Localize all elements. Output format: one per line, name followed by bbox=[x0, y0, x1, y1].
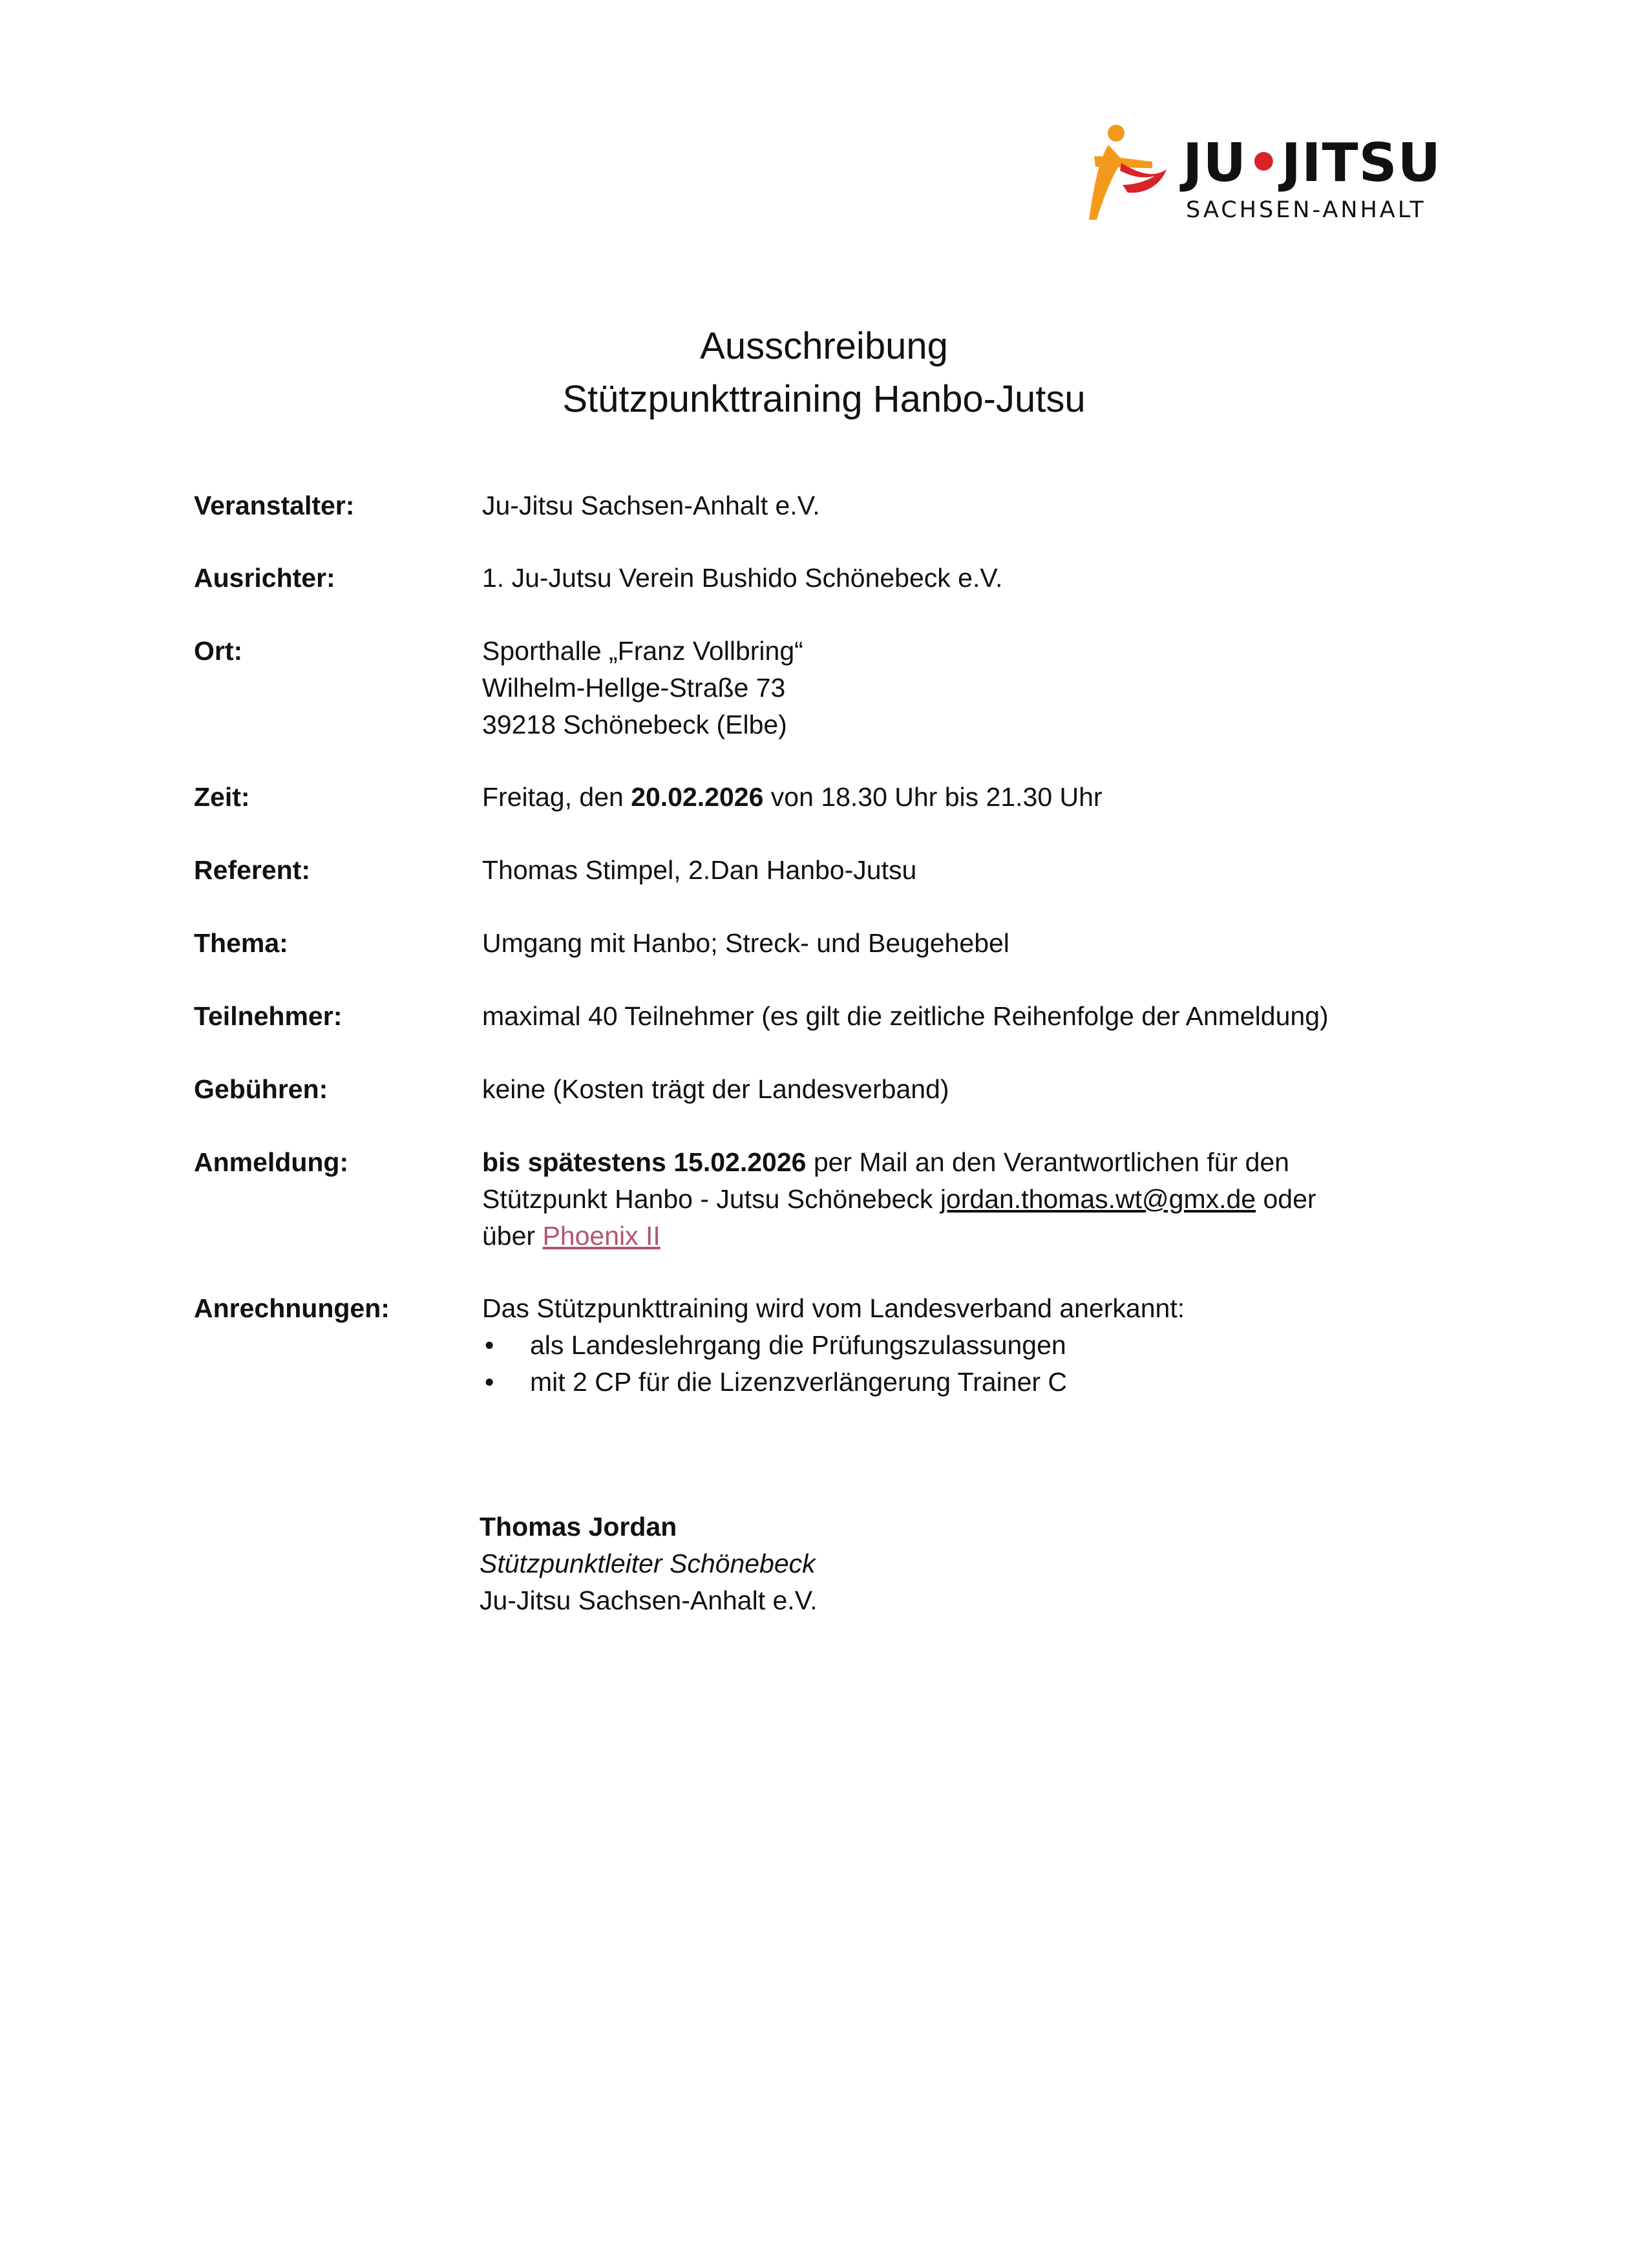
anmeldung-line3-prefix: über bbox=[482, 1221, 543, 1251]
anmeldung-label: Anmeldung: bbox=[194, 1147, 349, 1177]
document-subtitle: Stützpunkttraining Hanbo-Jutsu bbox=[562, 378, 1086, 420]
anmeldung-line2-prefix: Stützpunkt Hanbo - Jutsu Schönebeck bbox=[482, 1184, 940, 1214]
list-item-text: mit 2 CP für die Lizenzverlängerung Trainer C bbox=[530, 1367, 1068, 1397]
teilnehmer-label: Teilnehmer: bbox=[194, 1001, 343, 1031]
anrechnungen-intro: Das Stützpunkttraining wird vom Landesverband anerkannt: bbox=[482, 1293, 1185, 1323]
anmeldung-line2-suffix: oder bbox=[1256, 1184, 1316, 1214]
anrechnungen-list bbox=[482, 1327, 1185, 1401]
list-item bbox=[482, 1327, 1185, 1364]
anrechnungen-value bbox=[482, 1290, 1185, 1401]
zeit-date: 20.02.2026 bbox=[631, 782, 764, 812]
zeit-value bbox=[482, 779, 1103, 816]
signature-role: Stützpunktleiter Schönebeck bbox=[480, 1549, 816, 1578]
ju-jitsu-figure-icon bbox=[1083, 123, 1186, 226]
zeit-label: Zeit: bbox=[194, 782, 250, 812]
email-link[interactable]: jordan.thomas.wt@gmx.de bbox=[940, 1184, 1256, 1214]
anrechnungen-label: Anrechnungen: bbox=[194, 1293, 390, 1323]
gebuehren-value: keine (Kosten trägt der Landesverband) bbox=[482, 1074, 949, 1104]
zeit-suffix: von 18.30 Uhr bis 21.30 Uhr bbox=[763, 782, 1103, 812]
anmeldung-deadline: bis spätestens 15.02.2026 bbox=[482, 1147, 807, 1177]
ort-line-2: Wilhelm-Hellge-Straße 73 bbox=[482, 673, 786, 703]
signature-block bbox=[480, 1509, 818, 1619]
anmeldung-line1-rest: per Mail an den Verantwortlichen für den bbox=[806, 1147, 1289, 1177]
phoenix-link[interactable]: Phoenix II bbox=[542, 1221, 660, 1251]
veranstalter-value: Ju-Jitsu Sachsen-Anhalt e.V. bbox=[482, 491, 820, 520]
list-item-text: als Landeslehrgang die Prüfungszulassungen bbox=[530, 1330, 1066, 1360]
thema-label: Thema: bbox=[194, 928, 288, 958]
ort-value bbox=[482, 633, 803, 743]
gebuehren-label: Gebühren: bbox=[194, 1074, 328, 1104]
logo-subtitle: SACHSEN-ANHALT bbox=[1186, 197, 1426, 223]
ort-line-3: 39218 Schönebeck (Elbe) bbox=[482, 710, 787, 739]
signature-org: Ju-Jitsu Sachsen-Anhalt e.V. bbox=[480, 1585, 818, 1615]
ort-line-1: Sporthalle „Franz Vollbring“ bbox=[482, 636, 803, 666]
ju-jitsu-logo bbox=[1083, 123, 1451, 233]
bullet-icon: • bbox=[485, 1367, 494, 1397]
ausrichter-label: Ausrichter: bbox=[194, 563, 335, 593]
referent-value: Thomas Stimpel, 2.Dan Hanbo-Jutsu bbox=[482, 855, 917, 885]
ort-label: Ort: bbox=[194, 636, 243, 666]
zeit-prefix: Freitag, den bbox=[482, 782, 631, 812]
ausrichter-value: 1. Ju-Jutsu Verein Bushido Schönebeck e.V. bbox=[482, 563, 1003, 593]
teilnehmer-value: maximal 40 Teilnehmer (es gilt die zeitliche Reihenfolge der Anmeldung) bbox=[482, 1001, 1329, 1031]
list-item bbox=[482, 1364, 1185, 1401]
anmeldung-value bbox=[482, 1144, 1316, 1255]
referent-label: Referent: bbox=[194, 855, 310, 885]
signature-name: Thomas Jordan bbox=[480, 1512, 677, 1542]
bullet-icon: • bbox=[485, 1330, 494, 1360]
logo-wordmark: JU•JITSU bbox=[1183, 132, 1442, 194]
document-title: Ausschreibung bbox=[700, 325, 948, 367]
thema-value: Umgang mit Hanbo; Streck- und Beugehebel bbox=[482, 928, 1009, 958]
veranstalter-label: Veranstalter: bbox=[194, 491, 355, 520]
